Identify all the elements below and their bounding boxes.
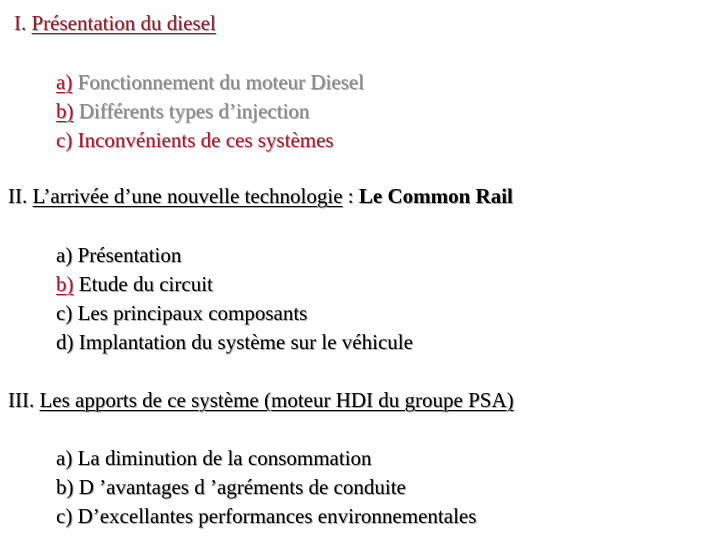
section-2-number: II. <box>8 184 28 208</box>
section-1-item-b-letter[interactable]: b) <box>56 99 74 123</box>
section-3-item-b-letter: b) <box>56 475 74 499</box>
section-1-item-a <box>56 72 364 93</box>
section-1-item-a-text: Fonctionnement du moteur Diesel <box>77 70 364 94</box>
section-2-separator: : <box>342 184 359 208</box>
section-2-title-bold: Le Common Rail <box>358 184 513 208</box>
section-2-title[interactable]: L’arrivée d’une nouvelle technologie <box>32 184 343 208</box>
section-2-item-c-letter: c) <box>56 301 73 325</box>
section-3-item-c-letter: c) <box>56 504 73 528</box>
section-3-title[interactable]: Les apports de ce système (moteur HDI du groupe PSA) <box>39 388 514 412</box>
section-2-item-d-text: Implantation du système sur le véhicule <box>78 330 413 354</box>
section-1-item-b <box>56 101 309 122</box>
section-3-item-b <box>56 477 406 498</box>
section-1-item-b-text: Différents types d’injection <box>78 99 310 123</box>
section-2-item-c <box>56 303 307 324</box>
section-2-item-a-letter: a) <box>56 243 73 267</box>
section-3-item-c <box>56 506 476 527</box>
section-1-number: I. <box>14 11 27 35</box>
section-3-item-a-text: La diminution de la consommation <box>77 446 372 470</box>
section-2-item-c-text: Les principaux composants <box>77 301 308 325</box>
section-2-item-b-text: Etude du circuit <box>78 272 213 296</box>
section-3-item-a-letter: a) <box>56 446 73 470</box>
section-1-item-a-letter[interactable]: a) <box>56 70 73 94</box>
section-2-item-d-letter: d) <box>56 330 74 354</box>
section-1-title[interactable]: Présentation du diesel <box>31 11 216 35</box>
section-3-item-c-text: D’excellantes performances environnementales <box>77 504 477 528</box>
section-1-item-c <box>56 130 334 151</box>
section-2-item-a <box>56 245 181 266</box>
section-2-item-d <box>56 332 413 353</box>
section-3-item-a <box>56 448 372 469</box>
section-2-item-b-letter[interactable]: b) <box>56 272 74 296</box>
section-2-heading <box>8 186 513 207</box>
section-3-number: III. <box>8 388 35 412</box>
section-3-item-b-text: D ’avantages d ’agréments de conduite <box>78 475 406 499</box>
section-1-heading <box>14 13 216 34</box>
section-2-item-a-text: Présentation <box>77 243 182 267</box>
section-1-item-c-letter: c) <box>56 128 73 152</box>
section-1-item-c-text: Inconvénients de ces systèmes <box>77 128 334 152</box>
section-2-item-b <box>56 274 213 295</box>
section-3-heading <box>8 390 514 411</box>
